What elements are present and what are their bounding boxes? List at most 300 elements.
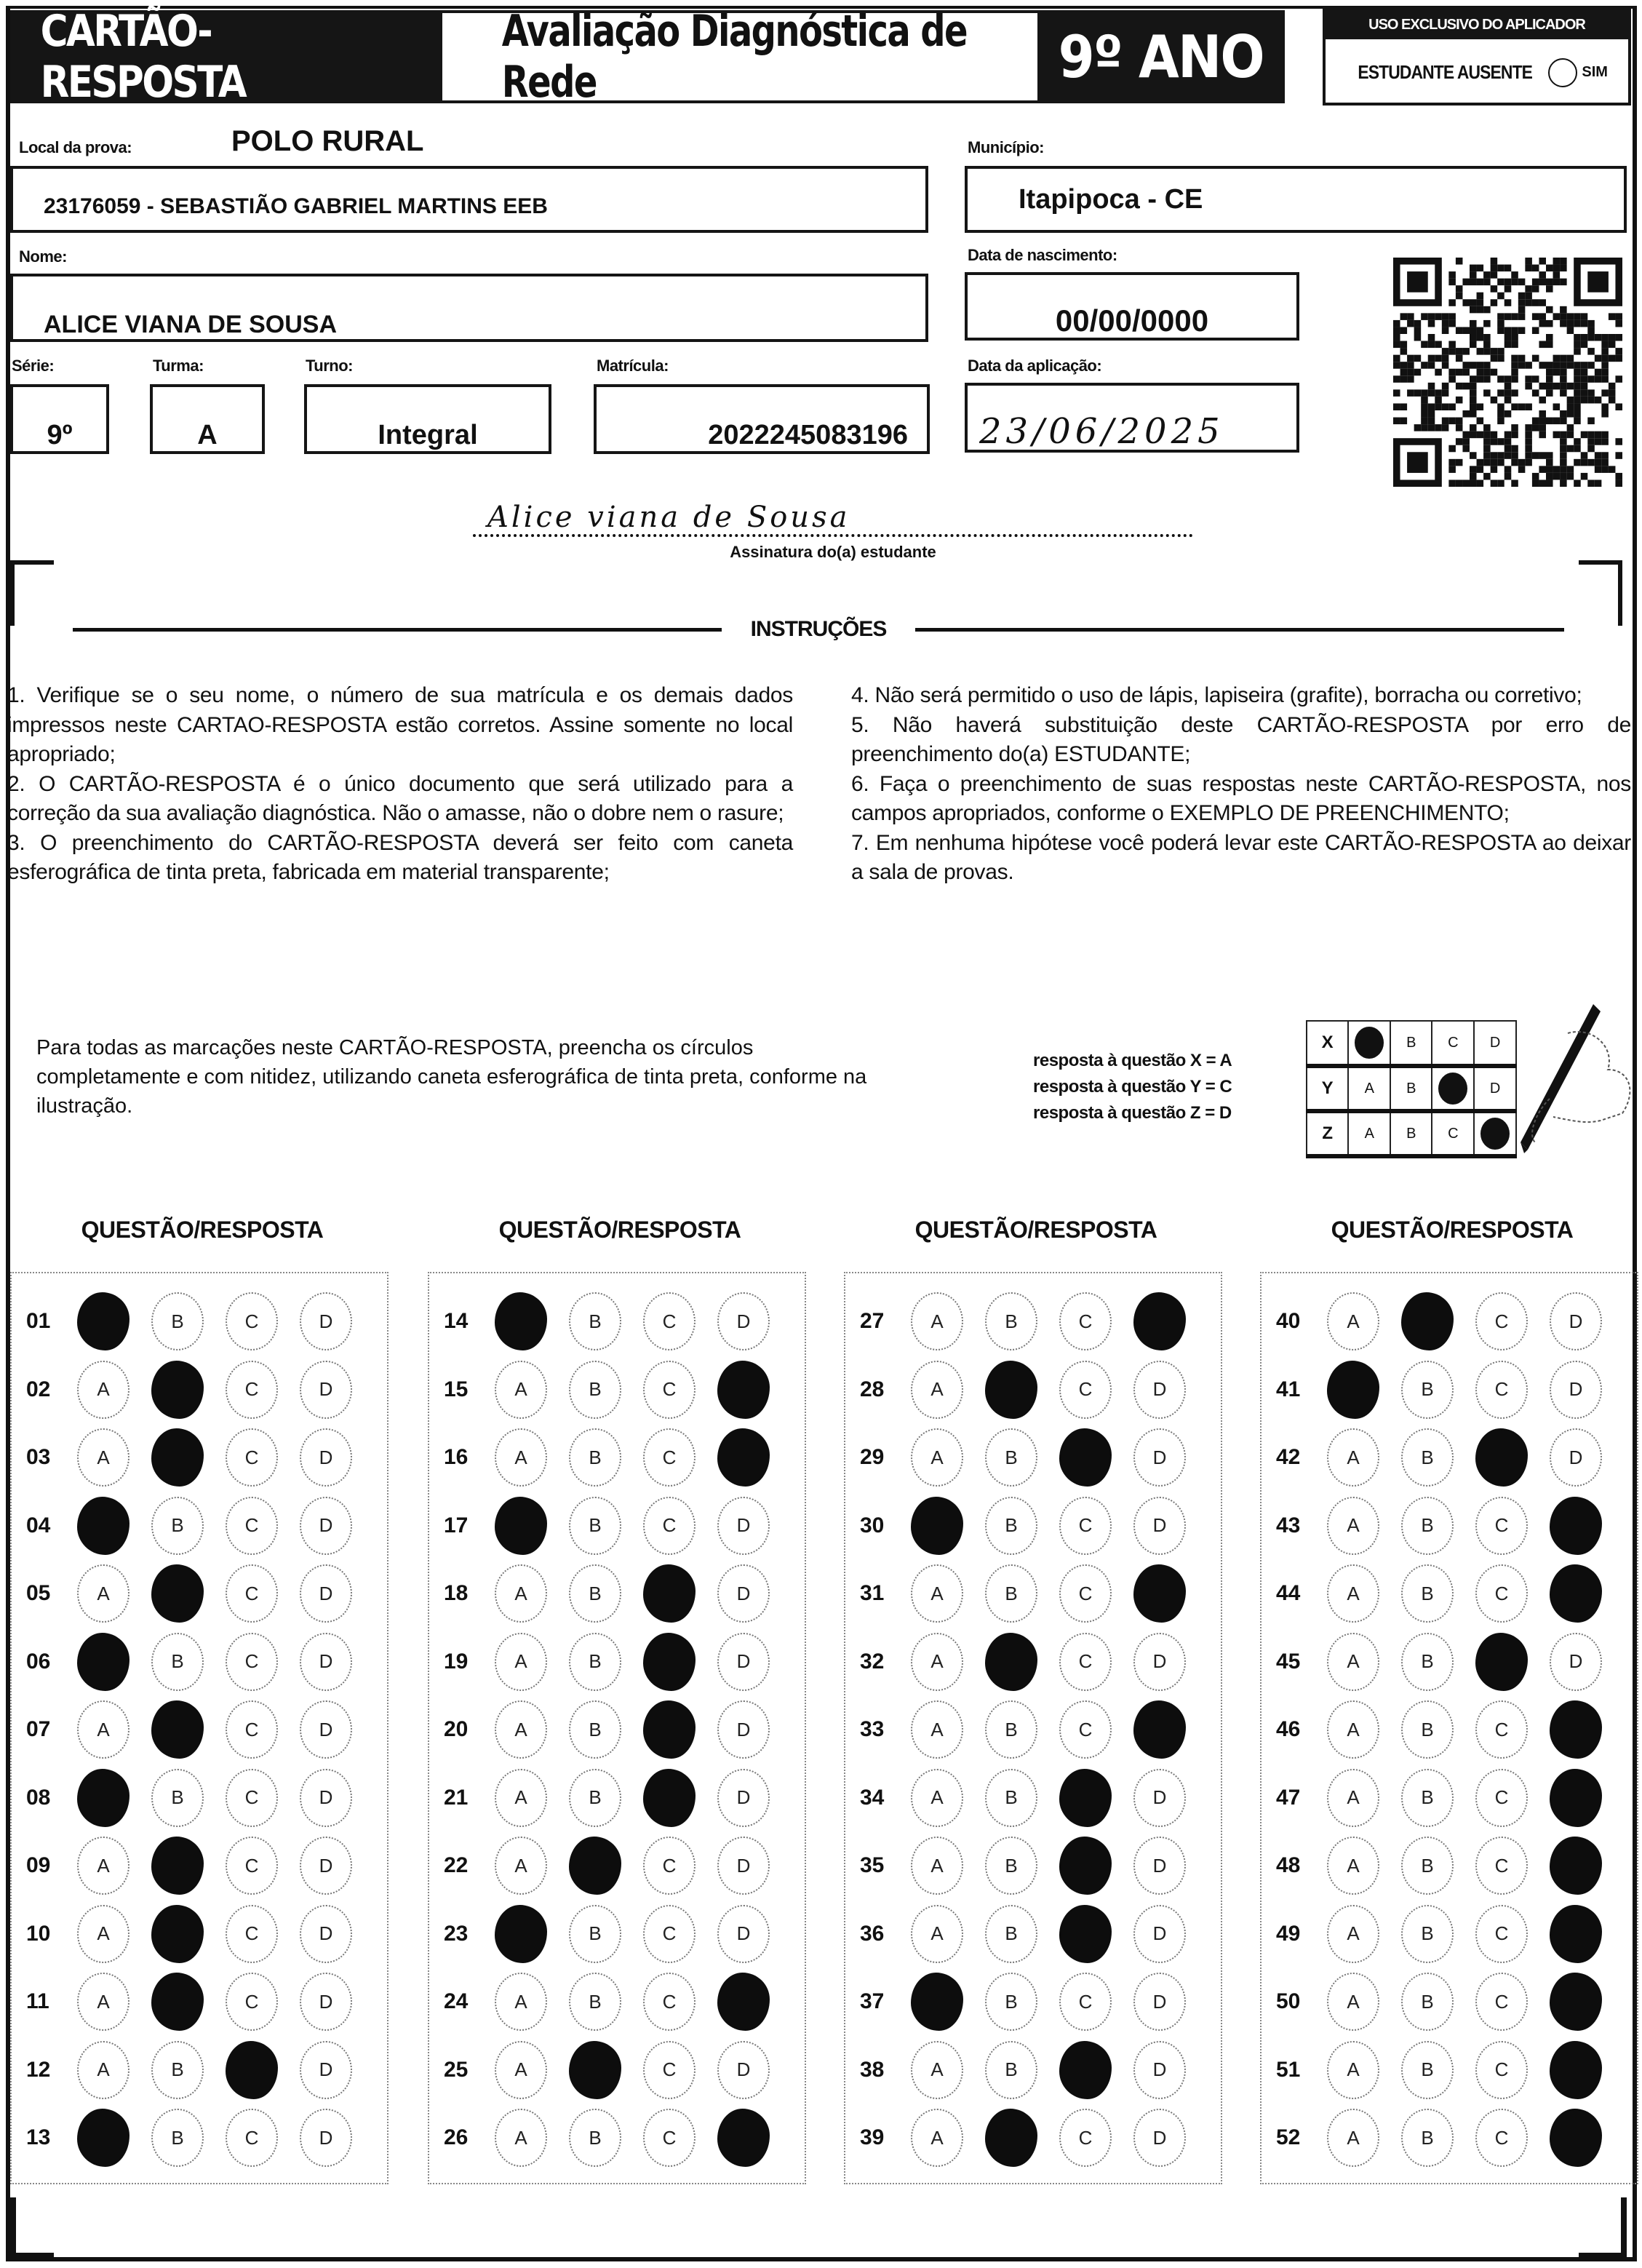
pen-hand-illustration [1491,997,1637,1186]
answer-bubble-a[interactable] [77,2109,129,2167]
corner-mark-top-right [1579,560,1622,626]
column-header: QUESTÃO/RESPOSTA [914,1217,1157,1243]
answer-bubble-b[interactable]: B [151,1497,204,1555]
answer-bubble-d[interactable]: D [300,2041,352,2099]
answer-bubble-d[interactable] [1550,1564,1602,1623]
answer-bubble-c[interactable]: C [1475,1769,1528,1827]
answer-bubble-c[interactable]: C [226,1837,278,1895]
answer-bubble-c[interactable]: C [1059,1497,1112,1555]
answer-bubble-d[interactable] [1550,1905,1602,1963]
grade-badge-block [1037,10,1285,103]
answer-bubble-a[interactable]: A [77,1905,129,1963]
answer-bubble-c[interactable] [1059,1428,1112,1487]
answer-bubble-c[interactable]: C [1059,1292,1112,1350]
column-header: QUESTÃO/RESPOSTA [81,1217,324,1243]
answer-bubble-d[interactable]: D [1133,1497,1186,1555]
question-number: 39 [860,2125,885,2149]
answer-bubble-c[interactable] [1475,1633,1528,1691]
answer-bubble-d[interactable] [717,1973,770,2031]
question-row [1262,1769,1624,1827]
example-empty-bubble: C [1432,1021,1474,1066]
question-number: 26 [444,2125,469,2149]
answer-bubble-a[interactable]: A [1327,2041,1379,2099]
card-title-block [10,6,442,108]
answer-bubble-c[interactable]: C [643,1837,696,1895]
answer-bubble-b[interactable]: B [569,2109,621,2167]
answer-bubble-a[interactable] [495,1905,547,1963]
nascimento-field [965,272,1299,341]
answer-bubble-a[interactable]: A [1327,1700,1379,1759]
answer-bubble-c[interactable]: C [1475,1564,1528,1623]
answer-bubble-b[interactable]: B [569,1497,621,1555]
example-legend [1033,1048,1232,1126]
answer-bubble-b[interactable]: B [985,1905,1037,1963]
question-row [429,1973,792,2031]
answer-bubble-c[interactable]: C [1059,1700,1112,1759]
answer-bubble-c[interactable] [643,1769,696,1827]
answer-bubble-c[interactable] [1059,1769,1112,1827]
answer-bubble-a[interactable]: A [77,2041,129,2099]
answer-bubble-a[interactable]: A [911,1837,963,1895]
answer-bubble-b[interactable] [151,1428,204,1487]
answer-bubble-b[interactable] [1401,1292,1454,1350]
answer-bubble-d[interactable] [1550,1769,1602,1827]
answer-bubble-a[interactable]: A [495,1769,547,1827]
answer-bubble-a[interactable]: A [911,1292,963,1350]
example-row-key: X [1307,1021,1348,1066]
answer-bubble-d[interactable]: D [300,1973,352,2031]
answer-bubble-a[interactable] [495,1497,547,1555]
answer-bubble-c[interactable] [643,1564,696,1623]
answer-bubble-a[interactable]: A [1327,1564,1379,1623]
answer-bubble-b[interactable]: B [569,1973,621,2031]
answer-bubble-a[interactable]: A [77,1700,129,1759]
question-row [845,1769,1208,1827]
answer-bubble-b[interactable]: B [569,1700,621,1759]
answer-bubble-d[interactable]: D [1133,1837,1186,1895]
answer-bubble-b[interactable]: B [569,1564,621,1623]
answer-bubble-d[interactable] [717,1428,770,1487]
signature-handwritten: Alice viana de Sousa [473,501,1193,537]
answer-bubble-a[interactable]: A [77,1973,129,2031]
answer-bubble-c[interactable]: C [1475,1292,1528,1350]
answer-bubble-d[interactable]: D [717,1769,770,1827]
answer-bubble-b[interactable]: B [151,2041,204,2099]
question-row [845,1700,1208,1759]
answer-bubble-d[interactable]: D [717,1905,770,1963]
answer-bubble-c[interactable]: C [1475,1837,1528,1895]
answer-bubble-c[interactable] [1059,1905,1112,1963]
question-number: 42 [1276,1445,1301,1469]
answer-bubble-b[interactable]: B [569,1292,621,1350]
answer-bubble-a[interactable]: A [77,1837,129,1895]
answer-bubble-a[interactable]: A [495,1428,547,1487]
answer-bubble-a[interactable]: A [495,2041,547,2099]
example-row [1307,1066,1516,1111]
answer-bubble-c[interactable]: C [226,2109,278,2167]
answer-bubble-a[interactable] [495,1292,547,1350]
answer-bubble-b[interactable]: B [1401,1700,1454,1759]
question-row [1262,1973,1624,2031]
question-number: 35 [860,1853,885,1877]
answer-bubble-c[interactable]: C [643,1905,696,1963]
answer-bubble-a[interactable]: A [1327,1905,1379,1963]
answer-bubble-d[interactable] [1550,2041,1602,2099]
answer-bubble-d[interactable] [1550,1973,1602,2031]
answer-bubble-c[interactable]: C [643,1428,696,1487]
answer-bubble-d[interactable]: D [300,1428,352,1487]
question-row [845,1837,1208,1895]
answer-bubble-d[interactable]: D [300,1361,352,1419]
corner-mark-bottom-left [10,2197,54,2257]
answer-bubble-d[interactable] [1133,1700,1186,1759]
answer-bubble-a[interactable]: A [1327,1497,1379,1555]
question-row [845,1633,1208,1691]
answer-bubble-a[interactable]: A [911,1905,963,1963]
answer-bubble-c[interactable]: C [226,1769,278,1827]
answer-bubble-c[interactable]: C [643,1292,696,1350]
question-number: 24 [444,1989,469,2013]
question-number: 16 [444,1445,469,1469]
question-number: 44 [1276,1581,1301,1605]
answer-bubble-a[interactable] [77,1633,129,1691]
example-row [1307,1021,1516,1066]
answer-bubble-b[interactable]: B [1401,2041,1454,2099]
answer-bubble-b[interactable]: B [985,1837,1037,1895]
answer-bubble-d[interactable]: D [717,1292,770,1350]
answer-bubble-d[interactable]: D [717,1564,770,1623]
answer-bubble-b[interactable] [151,1973,204,2031]
answer-bubble-c[interactable]: C [1475,1700,1528,1759]
answer-bubble-b[interactable] [569,2041,621,2099]
answer-bubble-c[interactable]: C [226,1361,278,1419]
question-row [845,1564,1208,1623]
answer-bubble-b[interactable]: B [1401,1769,1454,1827]
answer-bubble-b[interactable] [985,2109,1037,2167]
answer-bubble-d[interactable]: D [717,1633,770,1691]
question-row [429,1428,792,1487]
serie-value: 9º [47,419,73,450]
answer-bubble-c[interactable]: C [1475,2041,1528,2099]
answer-bubble-d[interactable]: D [300,1837,352,1895]
answer-bubble-b[interactable]: B [1401,1837,1454,1895]
answer-bubble-a[interactable]: A [495,1973,547,2031]
question-row [845,2041,1208,2099]
question-row [429,1497,792,1555]
answer-bubble-b[interactable] [569,1837,621,1895]
answer-bubble-c[interactable]: C [1059,1361,1112,1419]
filled-dot-icon [1438,1073,1467,1105]
answer-bubble-a[interactable]: A [77,1361,129,1419]
answer-bubble-c[interactable]: C [226,1700,278,1759]
answer-bubble-d[interactable]: D [300,1700,352,1759]
answer-bubble-d[interactable]: D [1550,1361,1602,1419]
serie-field [10,384,109,454]
nascimento-value: 00/00/0000 [1055,303,1209,338]
answer-bubble-a[interactable] [77,1497,129,1555]
answer-bubble-c[interactable]: C [643,1497,696,1555]
corner-mark-top-left [10,560,54,626]
answer-bubble-b[interactable]: B [1401,1564,1454,1623]
answer-bubble-d[interactable]: D [1550,1428,1602,1487]
answer-bubble-a[interactable]: A [1327,1428,1379,1487]
answer-bubble-b[interactable]: B [1401,1973,1454,2031]
answer-bubble-d[interactable]: D [1133,2041,1186,2099]
answer-bubble-d[interactable]: D [300,1292,352,1350]
answer-bubble-c[interactable]: C [226,1633,278,1691]
answer-bubble-a[interactable]: A [495,1837,547,1895]
question-row [12,1700,374,1759]
answer-bubble-a[interactable]: A [495,1633,547,1691]
municipio-value: Itapipoca - CE [1019,183,1203,215]
answer-bubble-b[interactable]: B [569,1769,621,1827]
question-row [1262,1497,1624,1555]
answer-bubble-b[interactable]: B [1401,2109,1454,2167]
answer-bubble-b[interactable]: B [985,1497,1037,1555]
answer-bubble-d[interactable] [1550,1497,1602,1555]
question-number: 40 [1276,1309,1301,1333]
answer-bubble-a[interactable]: A [911,1361,963,1419]
answer-bubble-c[interactable] [1059,1837,1112,1895]
answer-bubble-c[interactable]: C [643,2109,696,2167]
question-number: 23 [444,1921,469,1946]
answer-bubble-c[interactable]: C [1475,1973,1528,2031]
answer-bubble-a[interactable]: A [911,1428,963,1487]
question-number: 41 [1276,1377,1301,1401]
column-header: QUESTÃO/RESPOSTA [1331,1217,1574,1243]
answer-bubble-a[interactable]: A [1327,1769,1379,1827]
question-number: 14 [444,1309,469,1333]
signature-caption: Assinatura do(a) estudante [730,543,936,561]
answer-bubble-d[interactable]: D [1133,1973,1186,2031]
answer-bubble-b[interactable]: B [151,2109,204,2167]
answer-bubble-c[interactable]: C [1059,1973,1112,2031]
question-row [12,1564,374,1623]
answer-bubble-d[interactable]: D [1133,1633,1186,1691]
question-row [12,1497,374,1555]
municipio-label: Município: [968,138,1044,156]
answer-bubble-d[interactable]: D [1133,1905,1186,1963]
answer-bubble-a[interactable]: A [1327,2109,1379,2167]
example-filled-bubble [1432,1066,1474,1111]
answer-bubble-d[interactable]: D [300,1497,352,1555]
question-row [12,1633,374,1691]
answer-bubble-c[interactable]: C [643,2041,696,2099]
absent-checkbox[interactable] [1548,58,1577,87]
answer-bubble-c[interactable]: C [1059,2109,1112,2167]
answer-bubble-c[interactable]: C [1475,1905,1528,1963]
answer-bubble-c[interactable]: C [1475,1361,1528,1419]
answer-bubble-d[interactable]: D [300,1769,352,1827]
answer-column-panel [844,1272,1222,2184]
answer-bubble-b[interactable]: B [985,1564,1037,1623]
answer-bubble-a[interactable]: A [911,1769,963,1827]
answer-bubble-a[interactable]: A [911,2109,963,2167]
answer-bubble-a[interactable] [1327,1361,1379,1419]
question-row [845,1292,1208,1350]
question-number: 48 [1276,1853,1301,1877]
answer-bubble-b[interactable]: B [985,1700,1037,1759]
answer-bubble-a[interactable]: A [1327,1292,1379,1350]
answer-bubble-b[interactable]: B [569,1633,621,1691]
answer-bubble-d[interactable] [1133,1292,1186,1350]
answer-bubble-d[interactable] [717,1361,770,1419]
answer-bubble-b[interactable] [151,1361,204,1419]
answer-bubble-c[interactable]: C [643,1361,696,1419]
answer-bubble-d[interactable]: D [717,2041,770,2099]
question-row [845,1497,1208,1555]
answer-bubble-a[interactable]: A [911,1700,963,1759]
answer-bubble-c[interactable] [226,2041,278,2099]
question-row [845,1905,1208,1963]
answer-bubble-c[interactable]: C [226,1905,278,1963]
question-row [429,2041,792,2099]
example-empty-bubble: B [1390,1111,1432,1156]
answer-bubble-a[interactable] [77,1769,129,1827]
example-empty-bubble: C [1432,1111,1474,1156]
answer-bubble-b[interactable] [151,1700,204,1759]
exam-title: Avaliação Diagnóstica de Rede [501,6,967,108]
answer-bubble-a[interactable]: A [911,1633,963,1691]
answer-bubble-b[interactable]: B [985,1292,1037,1350]
question-number: 05 [26,1581,51,1605]
answer-bubble-b[interactable] [151,1564,204,1623]
answer-bubble-d[interactable] [717,2109,770,2167]
answer-bubble-b[interactable]: B [151,1292,204,1350]
answer-bubble-c[interactable]: C [1475,2109,1528,2167]
answer-bubble-c[interactable] [643,1633,696,1691]
example-row-key: Y [1307,1066,1348,1111]
question-number: 52 [1276,2125,1301,2149]
turma-field [150,384,265,454]
example-line-z: resposta à questão Z = D [1033,1103,1232,1123]
header-bar [10,6,1285,108]
answer-bubble-d[interactable]: D [717,1497,770,1555]
answer-bubble-d[interactable] [1550,1837,1602,1895]
answer-bubble-d[interactable]: D [717,1700,770,1759]
answer-bubble-a[interactable]: A [911,2041,963,2099]
heading-rule-left [73,628,722,632]
answer-bubble-c[interactable] [1059,2041,1112,2099]
answer-bubble-d[interactable]: D [1133,1428,1186,1487]
answer-bubble-a[interactable]: A [77,1564,129,1623]
answer-bubble-c[interactable]: C [1475,1497,1528,1555]
question-number: 10 [26,1921,51,1946]
answer-bubble-b[interactable]: B [1401,1361,1454,1419]
instruction-2: 2. O CARTÃO-RESPOSTA é o único documento que será utilizado para a correção da sua avaliação diagnóstica. Não o amasse, não o dobre nem o rasure; [7,771,793,825]
answer-bubble-a[interactable]: A [495,1361,547,1419]
answer-bubble-d[interactable]: D [1133,2109,1186,2167]
question-number: 15 [444,1377,469,1401]
answer-bubble-d[interactable]: D [300,2109,352,2167]
question-row [429,1700,792,1759]
answer-bubble-b[interactable] [985,1633,1037,1691]
answer-bubble-b[interactable] [151,1905,204,1963]
answer-bubble-a[interactable]: A [911,1564,963,1623]
answer-bubble-c[interactable]: C [226,1564,278,1623]
filled-dot-icon [1355,1027,1384,1059]
answer-bubble-a[interactable]: A [495,2109,547,2167]
answer-bubble-b[interactable] [985,1361,1037,1419]
answer-bubble-b[interactable]: B [569,1905,621,1963]
answer-bubble-b[interactable]: B [1401,1633,1454,1691]
answer-bubble-a[interactable]: A [1327,1973,1379,2031]
answer-bubble-b[interactable]: B [985,1769,1037,1827]
nome-field [10,274,928,342]
question-row [12,1292,374,1350]
question-row [845,2109,1208,2167]
answer-bubble-b[interactable]: B [1401,1905,1454,1963]
instructions-title: INSTRUÇÕES [750,617,887,641]
answer-bubble-d[interactable] [1133,1564,1186,1623]
answer-bubble-c[interactable]: C [643,1973,696,2031]
answer-bubble-d[interactable]: D [300,1633,352,1691]
answer-bubble-a[interactable] [911,1497,963,1555]
answer-bubble-d[interactable]: D [300,1905,352,1963]
instruction-1: 1. Verifique se o seu nome, o número de sua matrícula e os demais dados impressos neste CARTAO-RESPOSTA estão corretos. Assine somente no local apropriado; [7,683,793,766]
example-empty-bubble: D [1474,1021,1516,1066]
answer-bubble-d[interactable]: D [1133,1769,1186,1827]
question-row [1262,2109,1624,2167]
answer-bubble-b[interactable]: B [569,1428,621,1487]
answer-bubble-c[interactable] [643,1700,696,1759]
answer-bubble-c[interactable]: C [226,1497,278,1555]
answer-bubble-d[interactable] [1550,2109,1602,2167]
example-empty-bubble: B [1390,1021,1432,1066]
answer-bubble-b[interactable] [151,1837,204,1895]
answer-bubble-b[interactable]: B [985,2041,1037,2099]
answer-bubble-b[interactable]: B [151,1769,204,1827]
answer-bubble-d[interactable]: D [1550,1292,1602,1350]
answer-bubble-a[interactable]: A [495,1564,547,1623]
answer-bubble-c[interactable]: C [226,1428,278,1487]
answer-bubble-c[interactable]: C [1059,1564,1112,1623]
answer-bubble-b[interactable]: B [1401,1428,1454,1487]
example-empty-bubble: A [1348,1111,1390,1156]
question-number: 02 [26,1377,51,1401]
question-number: 37 [860,1989,885,2013]
aplicacao-value: 23/06/2025 [979,411,1224,452]
answer-bubble-c[interactable]: C [226,1292,278,1350]
question-number: 18 [444,1581,469,1605]
question-row [1262,1428,1624,1487]
answer-bubble-c[interactable]: C [226,1973,278,2031]
answer-bubble-a[interactable] [911,1973,963,2031]
answer-bubble-a[interactable]: A [1327,1837,1379,1895]
answer-bubble-b[interactable]: B [985,1973,1037,2031]
answer-bubble-d[interactable]: D [717,1837,770,1895]
answer-bubble-b[interactable]: B [151,1633,204,1691]
answer-bubble-c[interactable] [1475,1428,1528,1487]
answer-bubble-d[interactable]: D [1550,1633,1602,1691]
answer-bubble-a[interactable] [77,1292,129,1350]
answer-bubble-d[interactable]: D [300,1564,352,1623]
answer-bubble-b[interactable]: B [985,1428,1037,1487]
answer-bubble-c[interactable]: C [1059,1633,1112,1691]
answer-bubble-a[interactable]: A [77,1428,129,1487]
answer-bubble-b[interactable]: B [569,1361,621,1419]
example-grid [1306,1020,1517,1158]
question-number: 12 [26,2057,51,2082]
answer-bubble-d[interactable] [1550,1700,1602,1759]
question-row [12,1361,374,1419]
answer-bubble-d[interactable]: D [1133,1361,1186,1419]
instructions-heading [73,615,1564,644]
answer-bubble-a[interactable]: A [495,1700,547,1759]
school-field [10,166,928,233]
answer-bubble-b[interactable]: B [1401,1497,1454,1555]
answer-bubble-a[interactable]: A [1327,1633,1379,1691]
